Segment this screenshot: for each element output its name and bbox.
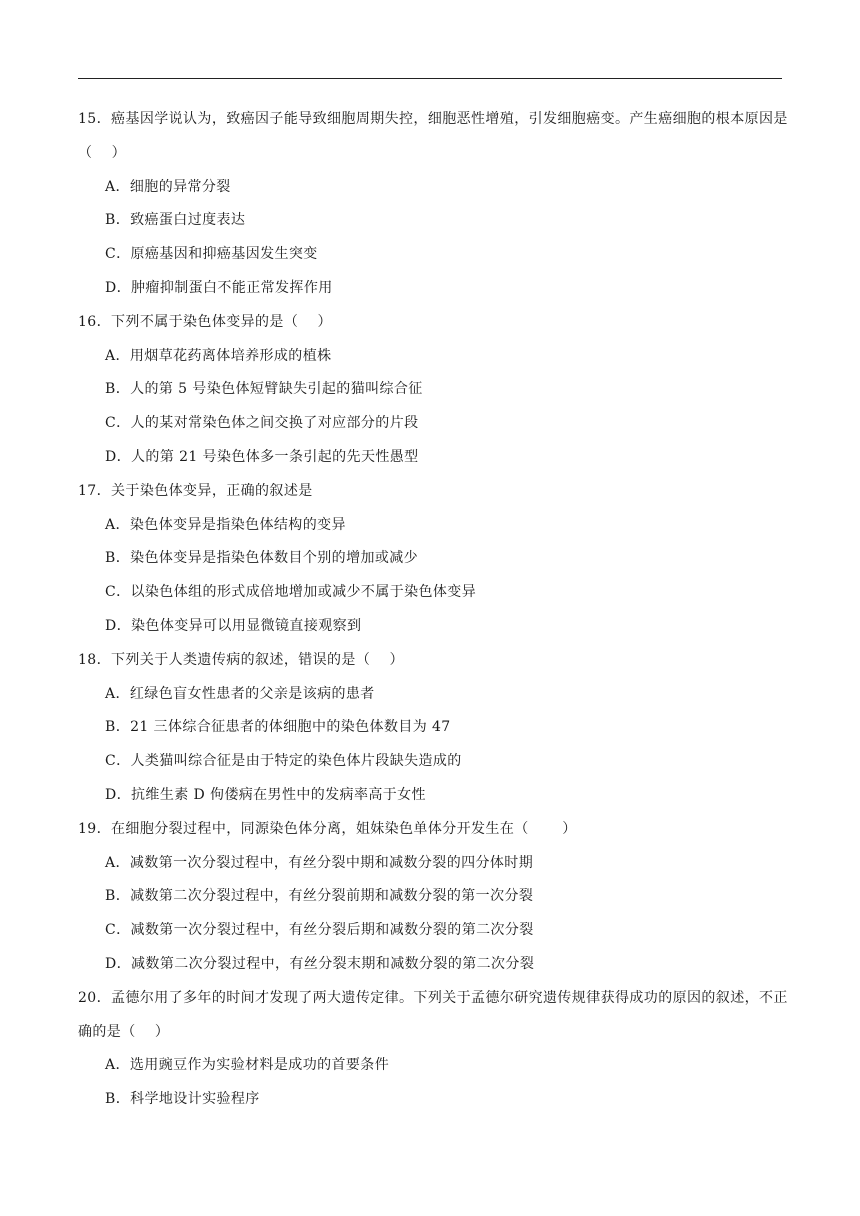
question-18: [78, 644, 788, 813]
option-b: B．21 三体综合征患者的体细胞中的染色体数目为 47: [105, 719, 451, 736]
option-b: B．人的第 5 号染色体短臂缺失引起的猫叫综合征: [105, 381, 423, 398]
option-b: B．染色体变异是指染色体数目个别的增加或减少: [105, 550, 419, 567]
question-19: [78, 813, 788, 982]
option-d: D．肿瘤抑制蛋白不能正常发挥作用: [105, 279, 333, 296]
question-15: [78, 103, 788, 306]
question-17: [78, 475, 788, 644]
header-rule: [78, 78, 782, 79]
option-c: C．人的某对常染色体之间交换了对应部分的片段: [105, 415, 419, 432]
option-c: C．原癌基因和抑癌基因发生突变: [105, 246, 318, 263]
option-a: A．减数第一次分裂过程中，有丝分裂中期和减数分裂的四分体时期: [105, 854, 534, 871]
question-stem: 20．孟德尔用了多年的时间才发现了两大遗传定律。下列关于孟德尔研究遗传规律获得成功的原因的叙述，不正确的是（ ）: [78, 989, 788, 1040]
option-c: C．减数第一次分裂过程中，有丝分裂后期和减数分裂的第二次分裂: [105, 922, 534, 939]
question-stem: 17．关于染色体变异，正确的叙述是: [78, 482, 313, 499]
option-a: A．红绿色盲女性患者的父亲是该病的患者: [105, 685, 375, 702]
option-d: D．染色体变异可以用显微镜直接观察到: [105, 617, 362, 634]
question-20: [78, 982, 788, 1117]
option-b: B．致癌蛋白过度表达: [105, 212, 246, 229]
option-d: D．减数第二次分裂过程中，有丝分裂末期和减数分裂的第二次分裂: [105, 955, 535, 972]
option-a: A．细胞的异常分裂: [105, 178, 231, 195]
option-c: C．人类猫叫综合征是由于特定的染色体片段缺失造成的: [105, 753, 462, 770]
question-16: [78, 306, 788, 475]
option-b: B．科学地设计实验程序: [105, 1091, 260, 1108]
question-stem: 15．癌基因学说认为，致癌因子能导致细胞周期失控，细胞恶性增殖，引发细胞癌变。产生癌细胞的根本原因是（ ）: [78, 111, 788, 161]
option-d: D．抗维生素 D 佝偻病在男性中的发病率高于女性: [105, 786, 426, 803]
option-c: C．以染色体组的形式成倍地增加或减少不属于染色体变异: [105, 584, 477, 601]
option-b: B．减数第二次分裂过程中，有丝分裂前期和减数分裂的第一次分裂: [105, 888, 534, 905]
option-a: A．选用豌豆作为实验材料是成功的首要条件: [105, 1057, 390, 1074]
question-list: [78, 103, 788, 1117]
option-d: D．人的第 21 号染色体多一条引起的先天性愚型: [105, 448, 419, 465]
option-a: A．染色体变异是指染色体结构的变异: [105, 516, 346, 533]
question-stem: 18．下列关于人类遗传病的叙述，错误的是（ ）: [78, 651, 404, 668]
question-stem: 19．在细胞分裂过程中，同源染色体分离，姐妹染色单体分开发生在（ ）: [78, 820, 577, 837]
option-a: A．用烟草花药离体培养形成的植株: [105, 347, 332, 364]
question-stem: 16．下列不属于染色体变异的是（ ）: [78, 313, 332, 330]
